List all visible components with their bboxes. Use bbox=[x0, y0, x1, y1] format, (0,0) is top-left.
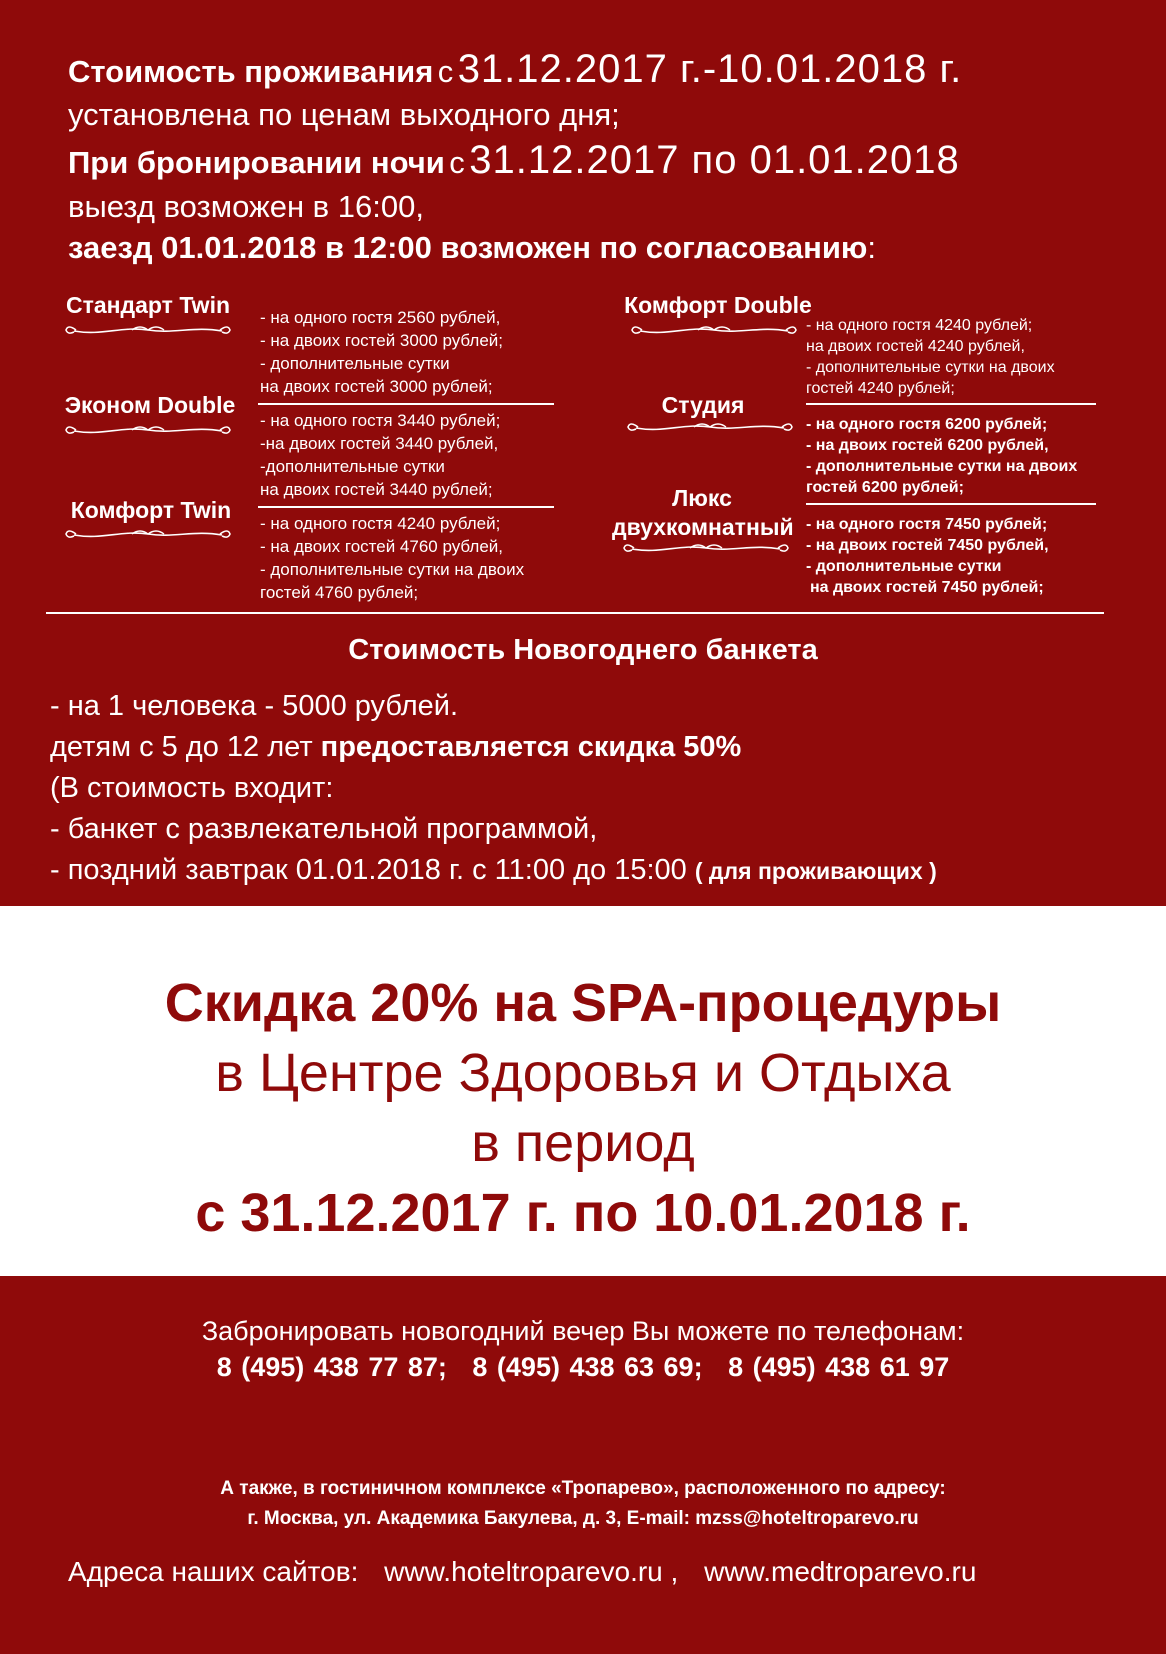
phone-numbers bbox=[0, 1352, 1166, 1383]
spa-dates-line: с 31.12.2017 г. по 10.01.2018 г. bbox=[195, 1183, 971, 1243]
booking-text: Забронировать новогодний вечер Вы можете по телефонам: bbox=[201, 1316, 965, 1346]
intro-line-2: установлена по ценам выходного дня; bbox=[68, 97, 620, 132]
phone-1[interactable]: 8 (495) 438 77 87; bbox=[216, 1352, 447, 1382]
spa-headline: Скидка 20% на SPA-процедуры bbox=[164, 973, 1002, 1033]
intro-line-4: выезд возможен в 16:00, bbox=[68, 188, 424, 224]
intro-block bbox=[68, 46, 1126, 266]
room-prices-comfort-twin: - на одного гостя 4240 рублей; - на двоих гостей 4760 рублей, - дополнительные сутки на двоих гостей 4760 рублей; bbox=[260, 514, 525, 602]
room-prices-econom-double: - на одного гостя 3440 рублей; -на двоих гостей 3440 рублей, -дополнительные сутки на двоих гостей 3440 рублей; bbox=[260, 411, 501, 499]
room-prices-studio: - на одного гостя 6200 рублей; - на двоих гостей 6200 рублей, - дополнительные сутки на двоих гостей 6200 рублей; bbox=[806, 416, 1078, 496]
address-line-1: А также, в гостиничном комплексе «Тропарево», расположенного по адресу: bbox=[220, 1478, 946, 1499]
sites-label: Адреса наших сайтов: bbox=[68, 1556, 359, 1587]
ornament-divider-icon bbox=[62, 322, 234, 338]
room-title-comfort-double: Комфорт Double bbox=[624, 292, 812, 318]
room-prices-standard-twin: - на одного гостя 2560 рублей, - на двоих гостей 3000 рублей; - дополнительные сутки на двоих гостей 3000 рублей; bbox=[260, 308, 503, 396]
banquet-title: Стоимость Новогоднего банкета bbox=[348, 634, 818, 666]
room-prices-lux: - на одного гостя 7450 рублей; - на двоих гостей 7450 рублей, - дополнительные сутки на двоих гостей 7450 рублей; bbox=[806, 516, 1049, 596]
divider-line bbox=[258, 506, 554, 508]
phone-3[interactable]: 8 (495) 438 61 97 bbox=[728, 1352, 950, 1382]
room-prices-comfort-double: - на одного гостя 4240 рублей; на двоих гостей 4240 рублей, - дополнительные сутки на двоих гостей 4240 рублей; bbox=[806, 317, 1055, 397]
ornament-divider-icon bbox=[62, 526, 234, 542]
spa-center-line: в Центре Здоровья и Отдыха bbox=[215, 1043, 951, 1103]
ornament-divider-icon bbox=[624, 419, 796, 435]
intro-line-1: Стоимость проживания с 31.12.2017 г.-10.01.2018 г. bbox=[68, 47, 963, 91]
contacts-section bbox=[0, 1276, 1166, 1654]
room-title-standard-twin: Стандарт Twin bbox=[65, 292, 231, 318]
intro-line-3: При бронировании ночи с 31.12.2017 по 01.01.2018 bbox=[68, 137, 960, 182]
divider-line bbox=[258, 403, 554, 405]
ornament-divider-icon bbox=[62, 422, 234, 438]
ornament-divider-icon bbox=[628, 322, 800, 338]
room-title-econom-double: Эконом Double bbox=[64, 392, 236, 418]
ornament-divider-icon bbox=[620, 540, 792, 556]
section-divider-line bbox=[46, 612, 1104, 614]
intro-line-5: заезд 01.01.2018 в 12:00 возможен по согласованию: bbox=[68, 230, 876, 266]
banquet-details: - на 1 человека - 5000 рублей. детям с 5 до 12 лет предоставляется скидка 50% (В стоимость входит: - банкет с развлекательной программой, - поздний завтрак 01.01.2018 г. с 11:00 до 15:00 ( для проживающих ) bbox=[50, 690, 937, 886]
phone-2[interactable]: 8 (495) 438 63 69; bbox=[472, 1352, 703, 1382]
divider-line bbox=[806, 403, 1096, 405]
divider-line bbox=[806, 503, 1096, 505]
site-link-med[interactable]: www.medtroparevo.ru bbox=[704, 1556, 977, 1587]
address-line-2: г. Москва, ул. Академика Бакулева, д. 3, E-mail: mzss@hoteltroparevo.ru bbox=[247, 1508, 919, 1529]
websites-line bbox=[68, 1556, 994, 1588]
spa-period-line: в период bbox=[471, 1113, 695, 1173]
room-title-studio: Студия bbox=[661, 392, 745, 418]
site-link-hotel[interactable]: www.hoteltroparevo.ru , bbox=[384, 1556, 679, 1587]
spa-promo-section bbox=[0, 906, 1166, 1276]
room-title-comfort-twin: Комфорт Twin bbox=[70, 497, 232, 523]
room-title-lux: Люкс двухкомнатный bbox=[612, 485, 794, 540]
